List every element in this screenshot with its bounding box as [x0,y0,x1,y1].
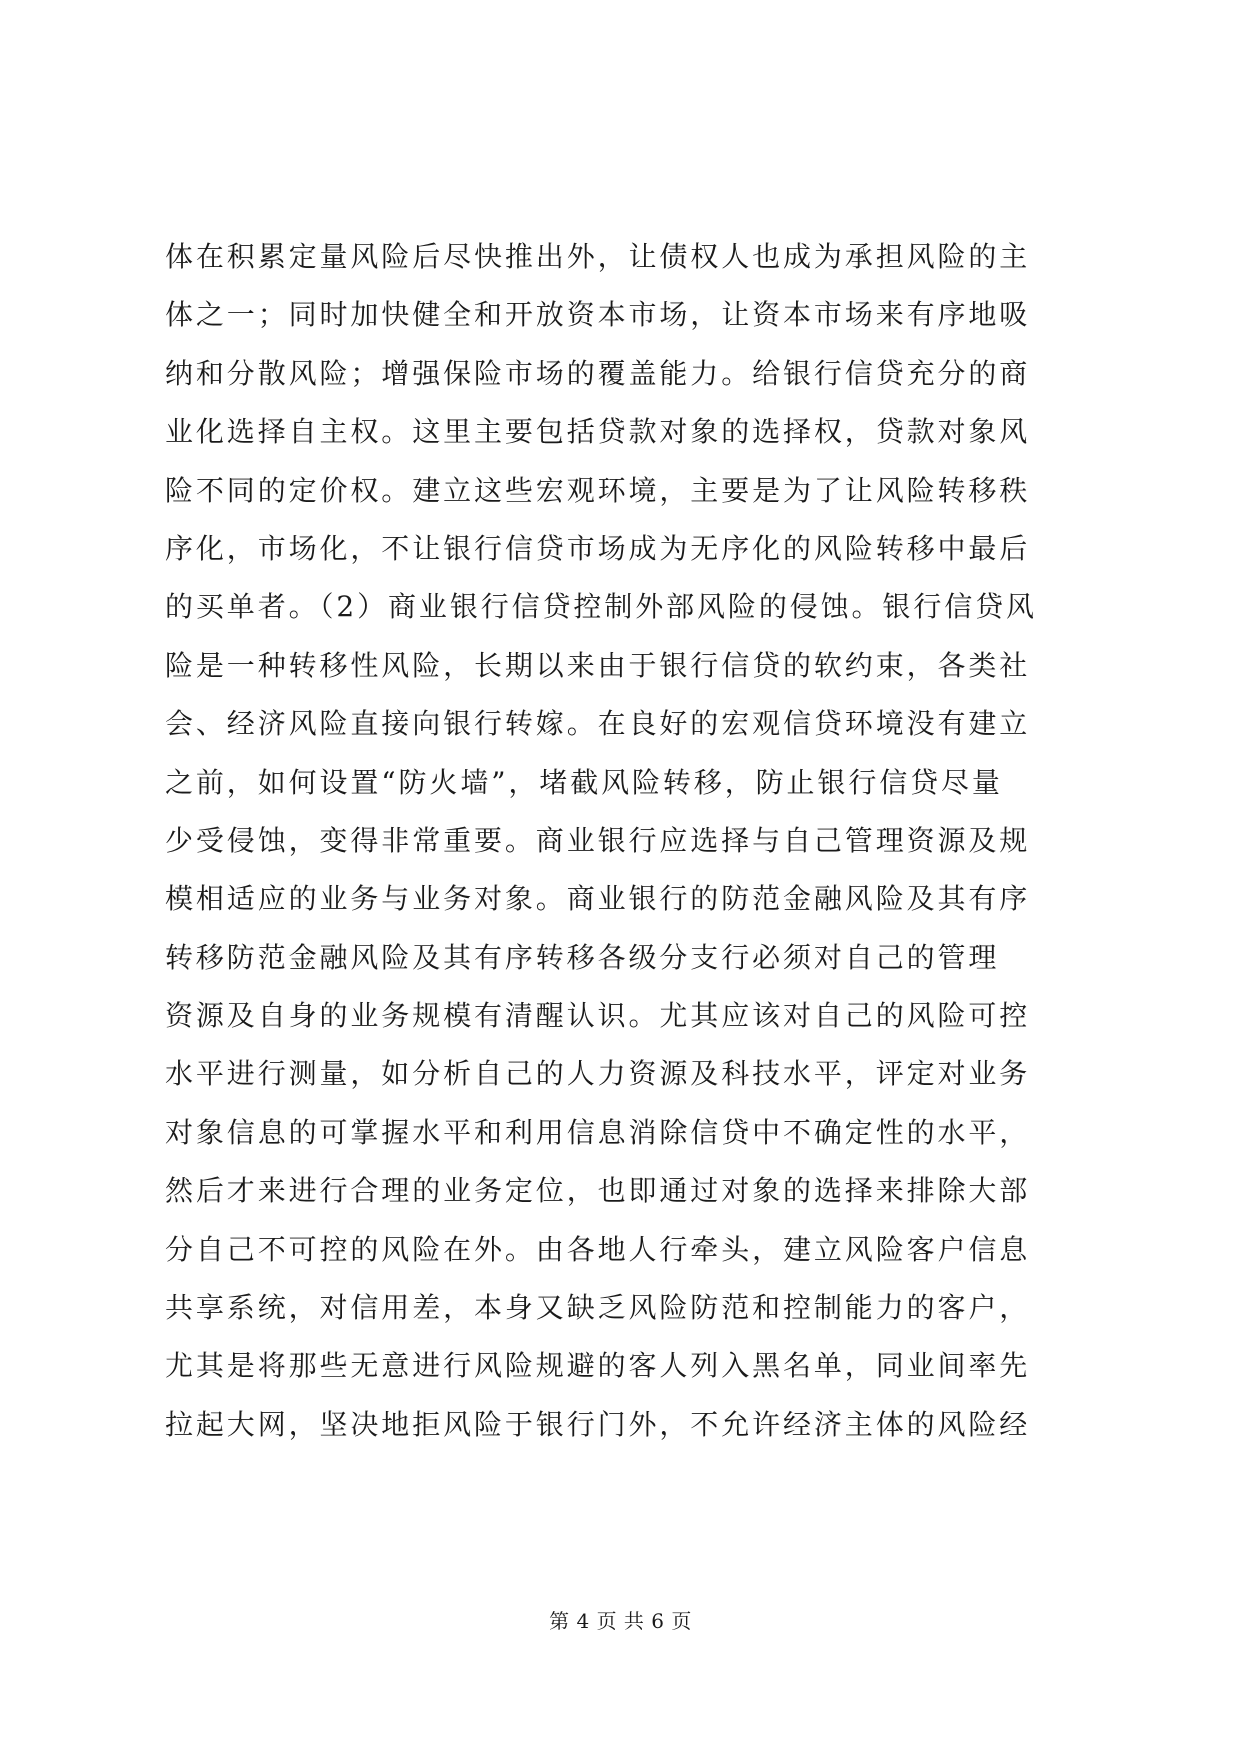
text-line: 共享系统，对信用差，本身又缺乏风险防范和控制能力的客户， [165,1291,1031,1325]
text-line: 体在积累定量风险后尽快推出外，让债权人也成为承担风险的主 [165,240,1031,273]
text-line: 资源及自身的业务规模有清醒认识。尤其应该对自己的风险可控 [165,999,1031,1033]
text-line: 转移防范金融风险及其有序转移各级分支行必须对自己的管理 [165,940,1000,974]
text-line: 分自己不可控的风险在外。由各地人行牵头，建立风险客户信息 [165,1232,1031,1266]
text-line: 会、经济风险直接向银行转嫁。在良好的宏观信贷环境没有建立 [165,707,1031,741]
text-line: 然后才来进行合理的业务定位，也即通过对象的选择来排除大部 [165,1174,1031,1208]
page-number-footer: 第 4 页 共 6 页 [549,1609,692,1633]
text-line: 险是一种转移性风险，长期以来由于银行信贷的软约束，各类社 [165,648,1031,682]
body-text [165,228,1095,1454]
text-line: 少受侵蚀，变得非常重要。商业银行应选择与自己管理资源及规 [165,823,1031,857]
text-line: 尤其是将那些无意进行风险规避的客人列入黑名单，同业间率先 [165,1349,1031,1383]
text-line: 的买单者。（2）商业银行信贷控制外部风险的侵蚀。银行信贷风 [165,590,1037,624]
text-line: 之前，如何设置“防火墙”，堵截风险转移，防止银行信贷尽量 [165,765,1003,799]
text-line: 业化选择自主权。这里主要包括贷款对象的选择权，贷款对象风 [165,415,1031,449]
text-line: 险不同的定价权。建立这些宏观环境，主要是为了让风险转移秩 [165,473,1031,507]
text-line: 体之一；同时加快健全和开放资本市场，让资本市场来有序地吸 [165,298,1031,332]
text-line: 模相适应的业务与业务对象。商业银行的防范金融风险及其有序 [165,882,1031,916]
text-line: 对象信息的可掌握水平和利用信息消除信贷中不确定性的水平， [165,1115,1031,1149]
text-line: 序化，市场化，不让银行信贷市场成为无序化的风险转移中最后 [165,531,1031,565]
text-line: 纳和分散风险；增强保险市场的覆盖能力。给银行信贷充分的商 [165,356,1031,390]
text-line: 水平进行测量，如分析自己的人力资源及科技水平，评定对业务 [165,1057,1031,1091]
text-line: 拉起大网，坚决地拒风险于银行门外，不允许经济主体的风险经 [165,1407,1031,1441]
